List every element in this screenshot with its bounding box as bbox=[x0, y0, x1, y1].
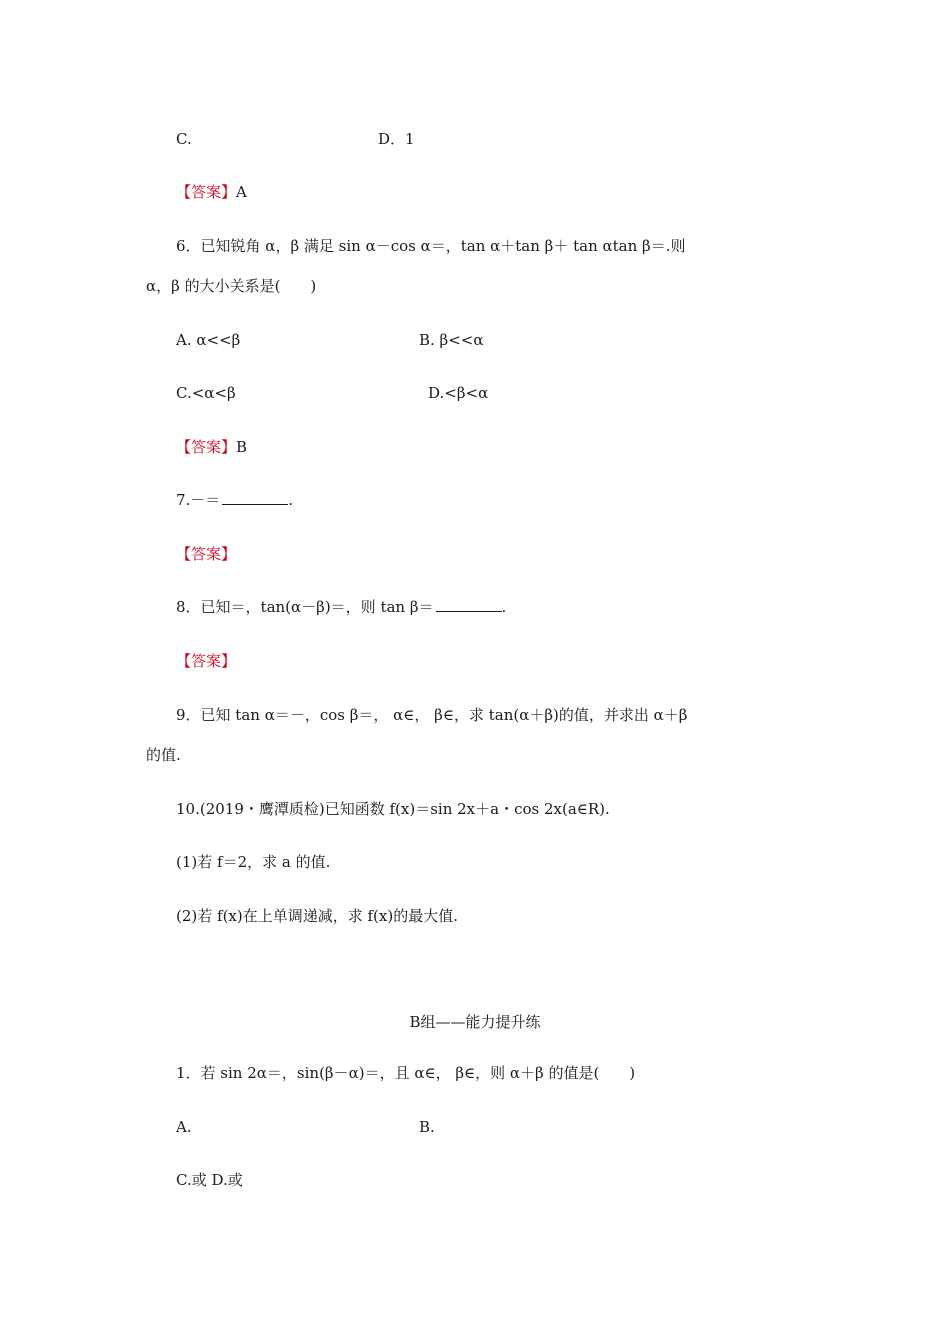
q7 bbox=[176, 490, 293, 510]
b1-option-a: A. bbox=[176, 1118, 192, 1136]
q7-text: 7.－＝ bbox=[176, 491, 221, 509]
q5-option-d: D．1 bbox=[378, 130, 415, 148]
q6-line1: 6．已知锐角 α，β 满足 sin α－cos α＝，tan α＋tan β＋ tan αtan β＝.则 bbox=[176, 237, 686, 255]
q6-option-b: B. β<<α bbox=[419, 331, 484, 349]
section-title: B组——能力提升练 bbox=[409, 1013, 541, 1031]
q10-part2: (2)若 f(x)在上单调递减，求 f(x)的最大值. bbox=[176, 907, 458, 925]
answer-tag: 【答案】 bbox=[176, 438, 237, 456]
q8-text: 8．已知＝，tan(α－β)＝，则 tan β＝ bbox=[176, 598, 434, 616]
q6-option-d: D.<β<α bbox=[428, 384, 489, 402]
answer-7 bbox=[176, 544, 236, 564]
b1-option-cd: C.或 D.或 bbox=[176, 1171, 243, 1189]
answer-blank bbox=[436, 597, 502, 612]
answer-5 bbox=[176, 182, 247, 202]
answer-value: B bbox=[236, 438, 248, 456]
q8 bbox=[176, 597, 506, 617]
answer-value: A bbox=[236, 183, 247, 201]
q7-end: . bbox=[288, 491, 294, 509]
q6-option-a: A. α<<β bbox=[176, 331, 241, 349]
q10-part1: (1)若 f＝2，求 a 的值. bbox=[176, 853, 331, 871]
answer-8 bbox=[176, 651, 236, 671]
answer-tag: 【答案】 bbox=[176, 652, 237, 670]
b1-option-b: B. bbox=[419, 1118, 435, 1136]
answer-tag: 【答案】 bbox=[176, 545, 237, 563]
answer-blank bbox=[222, 490, 288, 505]
q9-line1: 9．已知 tan α＝－，cos β＝， α∈， β∈，求 tan(α＋β)的值，并求出 α＋β bbox=[176, 706, 688, 724]
answer-tag: 【答案】 bbox=[176, 183, 237, 201]
q5-option-c: C. bbox=[176, 130, 192, 148]
b1-line1: 1．若 sin 2α＝，sin(β－α)＝，且 α∈， β∈，则 α＋β 的值是( ) bbox=[176, 1064, 636, 1082]
q8-end: . bbox=[501, 598, 507, 616]
q6-line2: α，β 的大小关系是( ) bbox=[146, 277, 317, 295]
q6-option-c: C.<α<β bbox=[176, 384, 236, 402]
q9-line2: 的值. bbox=[146, 746, 181, 764]
answer-6 bbox=[176, 437, 247, 457]
q10-line1: 10.(2019・鹰潭质检)已知函数 f(x)＝sin 2x＋a・cos 2x(a∈R). bbox=[176, 800, 610, 818]
